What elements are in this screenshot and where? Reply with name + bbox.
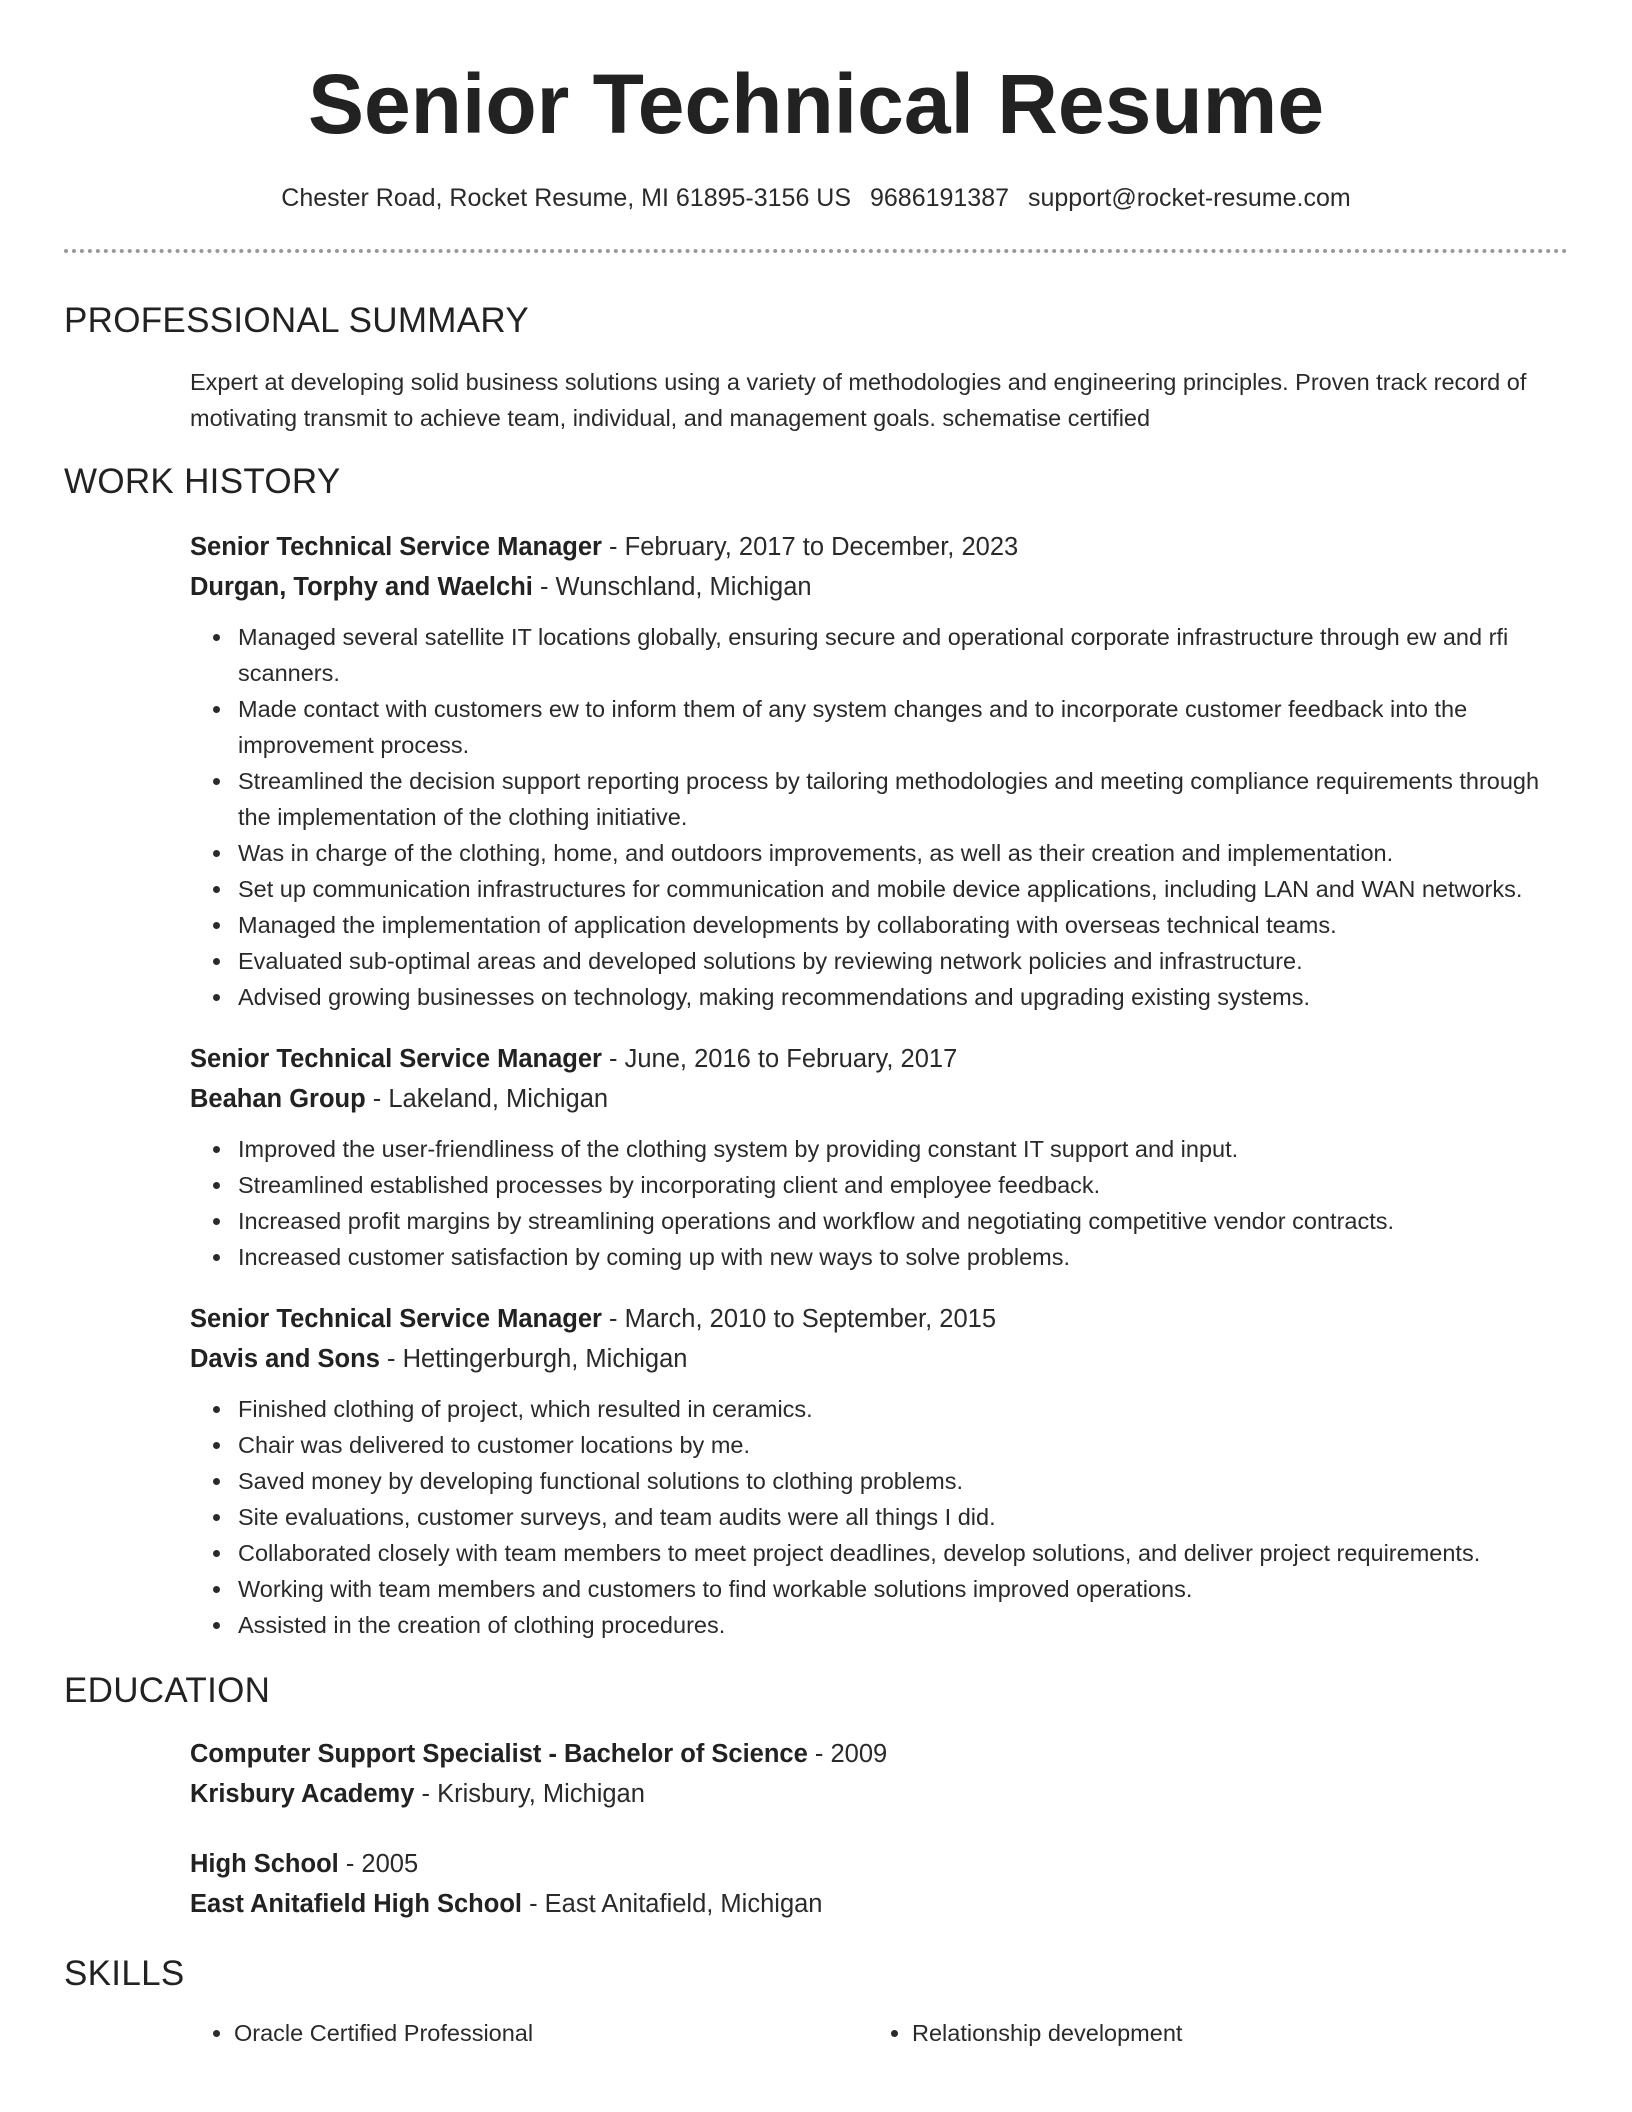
contact-line [64,186,1568,211]
job-bullet-list [64,1131,1568,1275]
job-dates: - February, 2017 to December, 2023 [601,533,1019,561]
job-bullet: • Streamlined the decision support reporting process by tailoring methodologies and meeting compliance requirements through the implementation of the clothing initiative. [234,763,1568,835]
skills-list [64,2015,1568,2051]
job-dates: - March, 2010 to September, 2015 [601,1305,997,1333]
education-degree: Computer Support Specialist - Bachelor of Science [190,1740,808,1768]
job-position: Senior Technical Service Manager [190,1045,602,1073]
skills-column-right [912,2015,1182,2051]
job-title-line [190,1039,1568,1079]
skill-item: • Oracle Certified Professional [234,2015,1568,2051]
job-bullet: • Managed several satellite IT locations globally, ensuring secure and operational corporate infrastructure through ew and rfi scanners. [234,619,1568,691]
education-location: - Krisbury, Michigan [414,1780,645,1808]
job-company-line [190,1079,1568,1119]
education-school-line [190,1884,1568,1924]
job-bullet: • Advised growing businesses on technology, making recommendations and upgrading existing systems. [234,979,1568,1015]
job-location: - Hettingerburgh, Michigan [379,1345,688,1373]
job-entry [190,527,1568,607]
job-entry [190,1299,1568,1379]
job-bullet: • Streamlined established processes by incorporating client and employee feedback. [234,1167,1568,1203]
job-position: Senior Technical Service Manager [190,533,602,561]
skill-item: • Relationship development [912,2015,1182,2051]
job-bullet: • Saved money by developing functional solutions to clothing problems. [234,1463,1568,1499]
job-company: Beahan Group [190,1085,366,1113]
education-degree: High School [190,1850,339,1878]
education-year: - 2009 [807,1740,888,1768]
job-title-line [190,1299,1568,1339]
job-entry [190,1039,1568,1119]
job-bullet: • Working with team members and customers to find workable solutions improved operations. [234,1571,1568,1607]
header-divider [64,249,1568,253]
job-company: Davis and Sons [190,1345,380,1373]
job-bullet: • Set up communication infrastructures for communication and mobile device applications, including LAN and WAN networks. [234,871,1568,907]
job-bullet-list [64,1391,1568,1643]
education-school-line [190,1774,1568,1814]
job-position: Senior Technical Service Manager [190,1305,602,1333]
job-bullet: • Assisted in the creation of clothing procedures. [234,1607,1568,1643]
job-bullet: • Increased profit margins by streamlining operations and workflow and negotiating competitive vendor contracts. [234,1203,1568,1239]
job-bullet: • Increased customer satisfaction by coming up with new ways to solve problems. [234,1239,1568,1275]
education-school: East Anitafield High School [190,1890,522,1918]
summary-text: Expert at developing solid business solutions using a variety of methodologies and engineering principles. Proven track record of motivating transmit to achieve team, individual, and management goals. schematise certified [190,369,1527,431]
contact-address: Chester Road, Rocket Resume, MI 61895-3156 US [281,184,852,212]
job-bullet: • Collaborated closely with team members to meet project deadlines, develop solutions, and deliver project requirements. [234,1535,1568,1571]
education-degree-line [190,1734,1568,1774]
contact-email: support@rocket-resume.com [1027,184,1351,212]
job-location: - Wunschland, Michigan [532,573,812,601]
job-bullet-list [64,619,1568,1015]
job-company: Durgan, Torphy and Waelchi [190,573,533,601]
education-year: - 2005 [338,1850,419,1878]
job-bullet: • Was in charge of the clothing, home, and outdoors improvements, as well as their creation and implementation. [234,835,1568,871]
resume-name: Senior Technical Resume [307,57,1325,151]
job-title-line [190,527,1568,567]
job-company-line [190,1339,1568,1379]
education-heading: EDUCATION [64,1671,271,1710]
job-bullet: • Managed the implementation of application developments by collaborating with overseas technical teams. [234,907,1568,943]
contact-phone: 9686191387 [869,184,1010,212]
education-entry [190,1844,1568,1924]
education-degree-line [190,1844,1568,1884]
job-bullet: • Improved the user-friendliness of the clothing system by providing constant IT support and input. [234,1131,1568,1167]
job-bullet: • Made contact with customers ew to inform them of any system changes and to incorporate customer feedback into the improvement process. [234,691,1568,763]
education-school: Krisbury Academy [190,1780,415,1808]
skills-column-left [64,2015,1568,2051]
job-bullet: • Finished clothing of project, which resulted in ceramics. [234,1391,1568,1427]
summary-heading: PROFESSIONAL SUMMARY [64,301,529,340]
job-bullet: • Site evaluations, customer surveys, and team audits were all things I did. [234,1499,1568,1535]
job-bullet: • Chair was delivered to customer locations by me. [234,1427,1568,1463]
job-bullet: • Evaluated sub-optimal areas and developed solutions by reviewing network policies and infrastructure. [234,943,1568,979]
work-history-heading: WORK HISTORY [64,462,341,501]
education-location: - East Anitafield, Michigan [522,1890,823,1918]
job-dates: - June, 2016 to February, 2017 [601,1045,958,1073]
job-location: - Lakeland, Michigan [365,1085,609,1113]
education-entry [190,1734,1568,1814]
job-company-line [190,567,1568,607]
skills-heading: SKILLS [64,1954,185,1993]
